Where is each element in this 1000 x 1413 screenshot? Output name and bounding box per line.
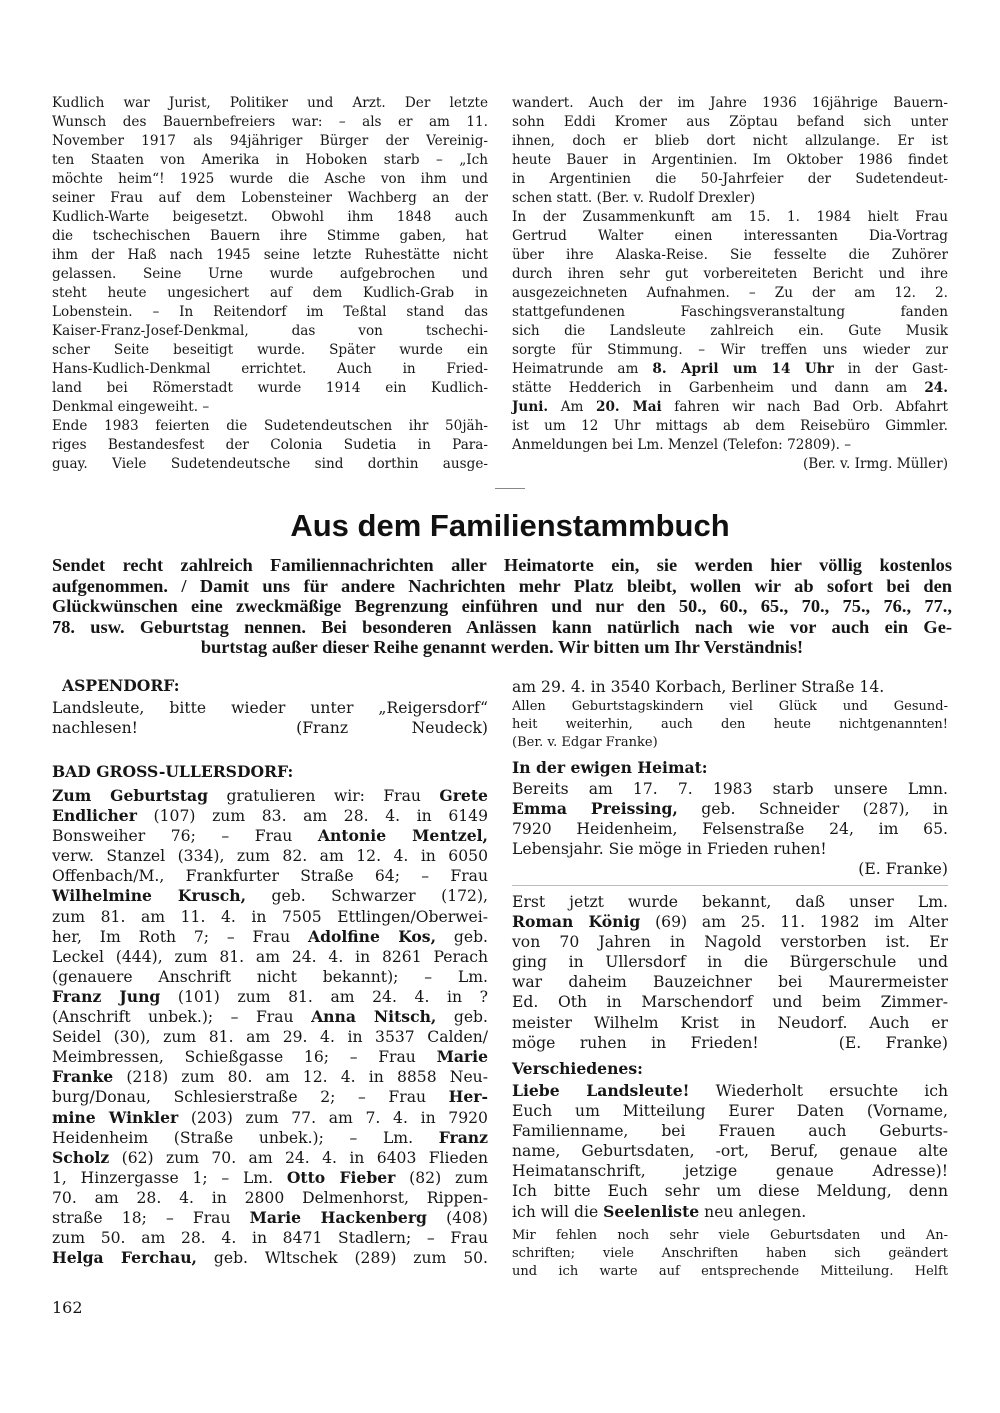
text-run: (218) zum 80. am 12. 4. in 8858 Neu- xyxy=(113,1068,488,1087)
text-line xyxy=(52,1087,488,1107)
text-line xyxy=(52,1128,488,1148)
text-line: Erst jetzt wurde bekannt, daß unser Lm. xyxy=(512,893,948,911)
text-line: (genauere Anschrift nicht bekannt); – Lm. xyxy=(52,967,488,986)
bold-name: 8. April um 14 Uhr xyxy=(652,361,834,377)
text-line xyxy=(512,1081,948,1101)
text-line: sohn Eddi Kromer aus Zöptau befand sich unter xyxy=(512,114,948,130)
text-line: Heimatanschrift, jetzige genaue Adresse)! xyxy=(512,1162,948,1181)
text-line: guay. Viele Sudetendeutsche sind dorthin ausge- xyxy=(52,456,488,472)
text-run: straße 18; – Frau xyxy=(52,1208,250,1227)
text-line: ten Staaten von Amerika in Hoboken starb – „Ich xyxy=(52,152,488,168)
text-run: (Anschrift unbek.); – Frau xyxy=(52,1008,312,1027)
bold-name: Otto Fieber xyxy=(286,1167,396,1187)
text-line: Kudlich war Jurist, Politiker und Arzt. Der letzte xyxy=(52,95,488,111)
text-line xyxy=(52,1168,488,1188)
text-line: (Ber. v. Edgar Franke) xyxy=(512,735,658,750)
bold-name: Marie xyxy=(436,1047,488,1067)
bold-name: Marie Hackenberg xyxy=(249,1207,427,1227)
bold-name: Anna Nitsch, xyxy=(311,1007,437,1027)
text-line: Wunsch des Bauernbefreiers war: – als er am 11. xyxy=(52,114,488,130)
text-run: geb. xyxy=(436,927,489,946)
bold-name: Franz xyxy=(438,1127,488,1147)
text-run: stätte Hedderich in Garbenheim und dann am xyxy=(512,380,925,396)
text-line: Kudlich-Warte beigesetzt. Obwohl ihm 1848 auch xyxy=(52,209,488,225)
text-line: land bei Römerstadt wurde 1914 ein Kudlich- xyxy=(52,380,488,396)
verschiedenes-small-text xyxy=(512,1227,948,1281)
text-line xyxy=(52,1148,488,1168)
text-line xyxy=(512,398,948,417)
text-line: (Ber. v. Irmg. Müller) xyxy=(802,456,948,472)
aspendorf-text xyxy=(52,698,488,738)
bold-name: Franz Jung xyxy=(52,986,161,1006)
text-line: Familienname, bei Frauen auch Geburts- xyxy=(512,1122,948,1141)
bold-name: Adolfine Kos, xyxy=(307,926,437,946)
text-line: meister Wilhelm Krist in Neudorf. Auch er xyxy=(512,1013,948,1032)
text-line xyxy=(52,1248,488,1268)
bold-name: Seelenliste xyxy=(603,1201,700,1221)
heading-aspendorf: ASPENDORF: xyxy=(62,676,180,695)
obituary-koenig xyxy=(512,892,948,1053)
bold-name: Grete xyxy=(439,786,488,805)
text-line: (E. Franke) xyxy=(858,860,948,879)
text-line: Ed. Oth in Marschendorf und beim Zimmer- xyxy=(512,993,948,1012)
text-run: geb. Schwarzer (172), xyxy=(246,887,488,906)
text-line: möchte heim“! 1925 wurde die Asche von ihm und xyxy=(52,171,488,187)
text-line: scher Seite beseitigt wurde. Später wurde ein xyxy=(52,342,488,358)
text-line: ausgezeichneten Aufnahmen. – Zu der am 12. 2. xyxy=(512,285,948,301)
text-line xyxy=(512,799,948,819)
text-line xyxy=(52,1108,488,1128)
text-run: burg/Donau, Schlesierstraße 2; – Frau xyxy=(52,1088,449,1107)
text-line: und ich warte auf entsprechende Mitteilung. Helft xyxy=(512,1264,948,1279)
text-line: gelassen. Seine Urne wurde aufgebrochen und xyxy=(52,266,488,282)
text-line: stattgefundenen Faschingsveranstaltung fanden xyxy=(512,304,948,320)
text-line: Anmeldungen bei Lm. Menzel (Telefon: 72809). – xyxy=(512,437,852,453)
text-line xyxy=(52,927,488,947)
birthday-closing xyxy=(512,698,948,752)
section-title: Aus dem Familienstammbuch xyxy=(290,508,730,543)
bold-name: Scholz xyxy=(52,1147,110,1167)
bold-name: Helga Ferchau, xyxy=(52,1248,197,1268)
text-run: (408) xyxy=(426,1208,489,1227)
text-line: ihm der Haß nach 1945 seine letzte Ruhestätte nicht xyxy=(52,247,488,263)
text-line: November 1917 als 94jähriger Bürger der Vereinig- xyxy=(52,133,488,149)
text-run: geb. xyxy=(436,1008,488,1027)
text-line: am 29. 4. in 3540 Korbach, Berliner Straße 14. xyxy=(512,678,885,696)
text-line xyxy=(52,886,488,906)
divider xyxy=(512,885,948,886)
text-line: riges Bestandesfest der Colonia Sudetia in Para- xyxy=(52,437,488,453)
text-run: her, Im Roth 7; – Frau xyxy=(52,927,308,946)
text-line: Hans-Kudlich-Denkmal errichtet. Auch in Fried- xyxy=(52,361,488,377)
text-line: Glückwünschen eine zweckmäßige Begrenzung einführen und nur den 50., 60., 65., 70., 75., 76., 77., xyxy=(52,596,952,617)
text-line xyxy=(52,1067,488,1087)
text-line: wandert. Auch der im Jahre 1936 16jährige Bauern- xyxy=(512,95,948,111)
text-line: Lebensjahr. Sie möge in Frieden ruhen! xyxy=(512,840,827,859)
text-line: möge ruhen in Frieden! (E. Franke) xyxy=(512,1033,948,1052)
text-run: (101) zum 81. am 24. 4. in ? xyxy=(160,987,488,1006)
text-line: schen statt. (Ber. v. Rudolf Drexler) xyxy=(512,190,756,206)
bold-name: Roman König xyxy=(512,912,641,932)
text-line: Kaiser-Franz-Josef-Denkmal, das von tschechi- xyxy=(52,323,488,339)
text-line: heute Bauer in Argentinien. Im Oktober 1986 findet xyxy=(512,152,948,168)
text-line: Ich bitte Euch sehr um diese Meldung, denn xyxy=(512,1182,948,1201)
text-line: ihnen, doch er blieb dort nicht allzulange. Er ist xyxy=(512,133,948,149)
text-run: geb. Schneider (287), in xyxy=(677,800,949,819)
text-line: in Argentinien die 50-Jahrfeier der Sudetendeut- xyxy=(512,171,948,187)
text-line: Euch um Mitteilung Eurer Daten (Vorname, xyxy=(512,1102,948,1121)
text-run: neu anlegen. xyxy=(699,1202,807,1221)
page-number: 162 xyxy=(52,1298,83,1317)
text-run: Wiederholt ersuchte ich xyxy=(689,1082,949,1100)
text-line: ist um 12 Uhr mittags ab dem Reisebüro Gimmler. xyxy=(512,418,948,434)
bold-name: Emma Preissing, xyxy=(512,799,678,819)
text-line: Allen Geburtstagskindern viel Glück und Gesund- xyxy=(512,699,948,714)
text-line: Seidel (30), zum 81. am 29. 4. in 3537 Calden/ xyxy=(52,1028,488,1047)
text-line xyxy=(512,379,948,398)
text-line: Lobenstein. – In Reitendorf im Teßtal stand das xyxy=(52,304,488,320)
text-line: Sendet recht zahlreich Familiennachrichten aller Heimatorte ein, sie werden hier völlig kostenlos xyxy=(52,555,952,575)
bold-name: mine Winkler xyxy=(52,1107,179,1127)
text-line xyxy=(52,786,488,806)
heading-bad-gross-ullersdorf: BAD GROSS-ULLERSDORF: xyxy=(52,762,294,781)
text-run: Meimbressen, Schießgasse 16; – Frau xyxy=(52,1048,437,1067)
text-line: seiner Frau auf dem Lobensteiner Wachberg an der xyxy=(52,190,488,206)
text-run: Am xyxy=(548,399,597,415)
column-left-top xyxy=(52,94,488,474)
text-line: die tschechischen Bauern ihre Stimme gaben, hat xyxy=(52,228,488,244)
text-run: (62) zum 70. am 24. 4. in 6403 Flieden xyxy=(109,1148,488,1167)
text-line: aufgenommen. / Damit uns für andere Nachrichten mehr Platz bleibt, wollen wir ab sofort bei den xyxy=(52,575,952,596)
text-line: 70. am 28. 4. in 2800 Delmenhorst, Rippen- xyxy=(52,1188,488,1207)
text-line xyxy=(512,1202,948,1222)
text-line: über ihre Alaska-Reise. Sie fesselte die Zuhörer xyxy=(512,247,948,263)
text-line: Ende 1983 feierten die Sudetendeutschen ihr 50jäh- xyxy=(52,418,488,434)
text-run: (69) am 25. 11. 1982 im Alter xyxy=(640,913,948,932)
text-line: nachlesen! (Franz Neudeck) xyxy=(52,719,488,738)
text-line: 7920 Heidenheim, Felsenstraße 24, im 65. xyxy=(512,820,948,839)
ullersdorf-text-continued xyxy=(512,677,948,697)
text-line: steht heute ungesichert auf dem Kudlich-Grab in xyxy=(52,285,488,301)
text-run: ich will die xyxy=(512,1202,604,1221)
text-line xyxy=(52,987,488,1007)
text-line xyxy=(512,912,948,932)
text-line: sorgte für Stimmung. – Wir treffen uns wieder zur xyxy=(512,342,948,358)
text-line: sich die Landsleute zahlreich ein. Gute Musik xyxy=(512,323,948,339)
text-line xyxy=(52,1208,488,1228)
bold-name: Juni. xyxy=(512,399,549,415)
divider xyxy=(495,488,525,489)
text-line: Denkmal eingeweiht. – xyxy=(52,399,210,415)
text-line: schriften; viele Anschriften haben sich geändert xyxy=(512,1246,948,1261)
text-run: gratulieren wir: Frau xyxy=(208,787,440,805)
text-line: zum 50. am 28. 4. in 8471 Stadlern; – Frau xyxy=(52,1229,488,1248)
bold-name: Wilhelmine Krusch, xyxy=(52,886,247,906)
bold-name: 20. Mai xyxy=(596,399,662,415)
bold-name: Antonie Mentzel, xyxy=(317,826,488,846)
text-run: in der Gast- xyxy=(833,361,948,377)
obituary-preissing xyxy=(512,779,948,879)
text-line xyxy=(52,826,488,846)
text-run: (203) zum 77. am 7. 4. in 7920 xyxy=(178,1108,488,1127)
column-right-top xyxy=(512,94,948,474)
section-intro xyxy=(52,555,952,658)
text-line: durch ihren sehr gut vorbereiteten Bericht und ihre xyxy=(512,266,948,282)
text-run: (82) zum xyxy=(395,1168,488,1187)
bold-name: 24. xyxy=(924,380,948,396)
bold-name: Her- xyxy=(448,1087,488,1107)
bold-name: Liebe Landsleute! xyxy=(512,1081,690,1100)
bold-name: Franke xyxy=(52,1067,114,1087)
text-line: Gertrud Walter einen interessanten Dia-Vortrag xyxy=(512,228,948,244)
heading-ewige-heimat: In der ewigen Heimat: xyxy=(512,758,708,777)
text-run: Heimatrunde am xyxy=(512,361,653,377)
text-line: heit weiterhin, auch den heute nichtgenannten! xyxy=(512,717,948,732)
text-line: verw. Stanzel (334), zum 82. am 12. 4. in 6050 xyxy=(52,847,488,866)
text-line: war daheim Bauzeichner bei Maurermeister xyxy=(512,973,948,992)
text-line: burtstag außer dieser Reihe genannt werden. Wir bitten um Ihr Verständnis! xyxy=(200,637,804,658)
text-line: Leckel (444), zum 81. am 24. 4. in 8261 Perach xyxy=(52,947,488,966)
ullersdorf-text xyxy=(52,786,488,1268)
text-run: fahren wir nach Bad Orb. Abfahrt xyxy=(661,399,949,415)
text-line: zum 81. am 11. 4. in 7505 Ettlingen/Oberwei- xyxy=(52,907,488,926)
text-line: Landsleute, bitte wieder unter „Reigersdorf“ xyxy=(52,699,488,717)
heading-verschiedenes: Verschiedenes: xyxy=(512,1059,643,1078)
bold-name: Endlicher xyxy=(52,806,137,826)
text-run: (107) zum 83. am 28. 4. in 6149 xyxy=(136,807,488,826)
text-line: In der Zusammenkunft am 15. 1. 1984 hielt Frau xyxy=(512,209,948,225)
text-line xyxy=(52,1007,488,1027)
text-line xyxy=(52,806,488,826)
text-line: Bereits am 17. 7. 1983 starb unsere Lmn. xyxy=(512,780,948,798)
text-line: von 70 Jahren in Nagold verstorben ist. Er xyxy=(512,933,948,952)
text-line: name, Geburtsdaten, -ort, Beruf, genaue alte xyxy=(512,1142,948,1161)
text-run: Heidenheim (Straße unbek.); – Lm. xyxy=(52,1128,439,1147)
text-line xyxy=(512,360,948,379)
text-line xyxy=(52,1047,488,1067)
text-line: 78. usw. Geburtstag nennen. Bei besonderen Anlässen kann natürlich nach wie vor auch ein Ge- xyxy=(52,616,952,637)
text-line: ging in Ullersdorf in die Bürgerschule und xyxy=(512,953,948,972)
text-line: Mir fehlen noch sehr viele Geburtsdaten und An- xyxy=(512,1228,948,1243)
verschiedenes-text xyxy=(512,1081,948,1222)
text-run: geb. Wltschek (289) zum 50. xyxy=(196,1249,488,1268)
bold-name: Zum Geburtstag xyxy=(52,786,209,805)
text-run: 1, Hinzergasse 1; – Lm. xyxy=(52,1168,287,1187)
text-line: Offenbach/M., Frankfurter Straße 64; – Frau xyxy=(52,867,488,886)
text-run: Bonsweiher 76; – Frau xyxy=(52,827,318,846)
